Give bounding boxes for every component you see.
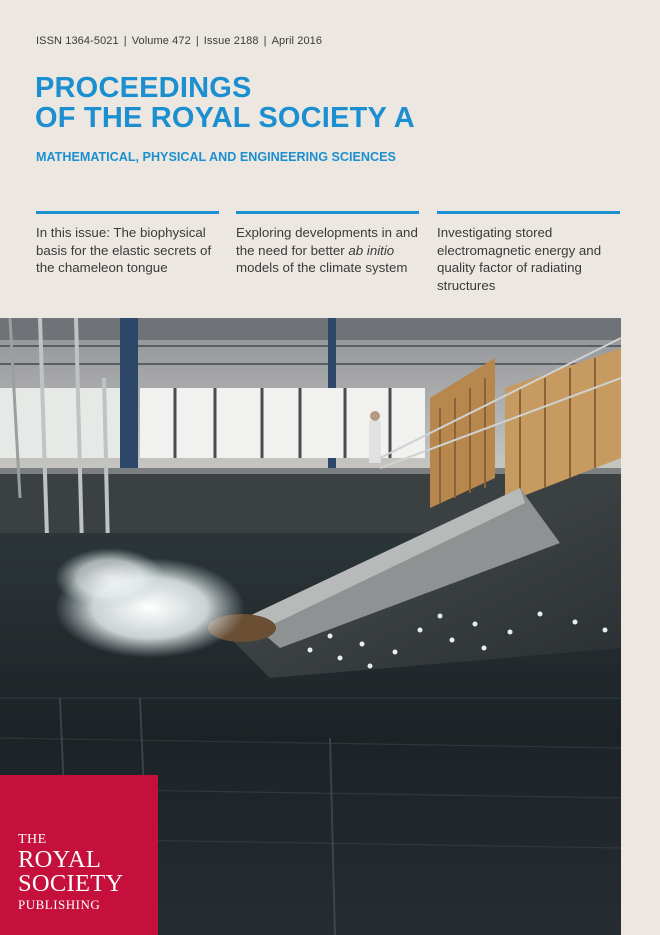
issue-date: April 2016 [271, 35, 323, 47]
publisher-line-2: ROYAL [18, 846, 102, 873]
feature-list [36, 211, 621, 301]
issue-number: Issue 2188 [203, 35, 259, 47]
issue-info [36, 35, 322, 47]
feature-text: In this issue: The biophysical basis for the elastic secrets of the chameleon tongue [36, 225, 212, 275]
publisher-line-1: THE [18, 832, 47, 847]
feature-item [437, 211, 620, 294]
issn: ISSN 1364-5021 [36, 35, 119, 47]
feature-text: Investigating stored electromagnetic energy and quality factor of radiating structures [437, 225, 602, 293]
volume: Volume 472 [131, 35, 191, 47]
publisher-logo [0, 775, 158, 935]
publisher-line-3: SOCIETY [18, 870, 124, 897]
feature-text: Exploring developments in and the need for better ab initio models of the climate system [236, 225, 418, 275]
feature-rule [36, 211, 219, 214]
journal-subtitle: MATHEMATICAL, PHYSICAL AND ENGINEERING SCIENCES [36, 150, 396, 164]
separator: | [263, 35, 267, 47]
feature-item [36, 211, 219, 277]
journal-title [35, 73, 415, 133]
title-line-2: OF THE ROYAL SOCIETY A [35, 102, 415, 134]
title-line-1: PROCEEDINGS [35, 72, 252, 104]
publisher-line-4: PUBLISHING [18, 897, 101, 912]
separator: | [123, 35, 127, 47]
feature-rule [437, 211, 620, 214]
separator: | [195, 35, 199, 47]
feature-item [236, 211, 419, 277]
feature-rule [236, 211, 419, 214]
